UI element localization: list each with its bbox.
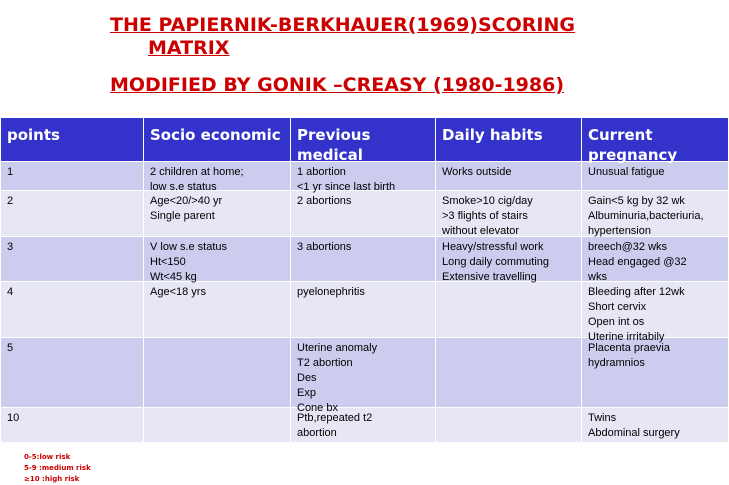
cell-previous-medical: 3 abortions: [291, 237, 436, 282]
table-row: [1, 282, 729, 338]
cell-socio-economic: Age<18 yrs: [144, 282, 291, 338]
slide-subtitle: MODIFIED BY GONIK –CREASY (1980-1986): [110, 74, 565, 96]
cell-daily-habits: Works outside: [436, 162, 582, 191]
cell-current-pregnancy: breech@32 wks Head engaged @32 wks: [582, 237, 729, 282]
cell-socio-economic: Age<20/>40 yr Single parent: [144, 191, 291, 237]
cell-points: 3: [1, 237, 144, 282]
title-line-2: MATRIX: [148, 37, 230, 59]
cell-previous-medical: Ptb,repeated t2 abortion: [291, 408, 436, 443]
title-line-1: THE PAPIERNIK-BERKHAUER(1969)SCORING: [110, 14, 575, 36]
cell-points: 4: [1, 282, 144, 338]
cell-points: 1: [1, 162, 144, 191]
cell-previous-medical: 1 abortion <1 yr since last birth: [291, 162, 436, 191]
cell-previous-medical: Uterine anomaly T2 abortion Des Exp Cone bx: [291, 338, 436, 408]
scoring-matrix-table: [0, 117, 729, 443]
cell-daily-habits: [436, 408, 582, 443]
cell-socio-economic: 2 children at home; low s.e status: [144, 162, 291, 191]
table-row: [1, 338, 729, 408]
header-daily-habits: Daily habits: [436, 118, 582, 162]
cell-current-pregnancy: Twins Abdominal surgery: [582, 408, 729, 443]
cell-points: 10: [1, 408, 144, 443]
cell-current-pregnancy: Bleeding after 12wk Short cervix Open int os Uterine irritabily: [582, 282, 729, 338]
table-row: [1, 162, 729, 191]
table-row: [1, 191, 729, 237]
cell-previous-medical: pyelonephritis: [291, 282, 436, 338]
cell-points: 5: [1, 338, 144, 408]
cell-previous-medical: 2 abortions: [291, 191, 436, 237]
risk-legend: [24, 452, 91, 485]
cell-current-pregnancy: Unusual fatigue: [582, 162, 729, 191]
cell-points: 2: [1, 191, 144, 237]
cell-socio-economic: [144, 408, 291, 443]
header-previous-medical: Previous medical: [291, 118, 436, 162]
cell-daily-habits: Heavy/stressful work Long daily commuting Extensive travelling: [436, 237, 582, 282]
cell-socio-economic: V low s.e status Ht<150 Wt<45 kg: [144, 237, 291, 282]
legend-high-risk: ≥10 :high risk: [24, 475, 80, 483]
header-current-pregnancy: Current pregnancy: [582, 118, 729, 162]
cell-socio-economic: [144, 338, 291, 408]
cell-current-pregnancy: Gain<5 kg by 32 wk Albuminuria,bacteriuria, hypertension: [582, 191, 729, 237]
table-row: [1, 408, 729, 443]
legend-medium-risk: 5-9 :medium risk: [24, 464, 91, 472]
cell-daily-habits: Smoke>10 cig/day >3 flights of stairs without elevator: [436, 191, 582, 237]
table-row: [1, 237, 729, 282]
cell-daily-habits: [436, 338, 582, 408]
header-socio-economic: Socio economic: [144, 118, 291, 162]
header-points: points: [1, 118, 144, 162]
table-header-row: [1, 118, 729, 162]
legend-low-risk: 0-5:low risk: [24, 453, 71, 461]
cell-daily-habits: [436, 282, 582, 338]
slide-title: [110, 14, 670, 60]
cell-current-pregnancy: Placenta praevia hydramnios: [582, 338, 729, 408]
